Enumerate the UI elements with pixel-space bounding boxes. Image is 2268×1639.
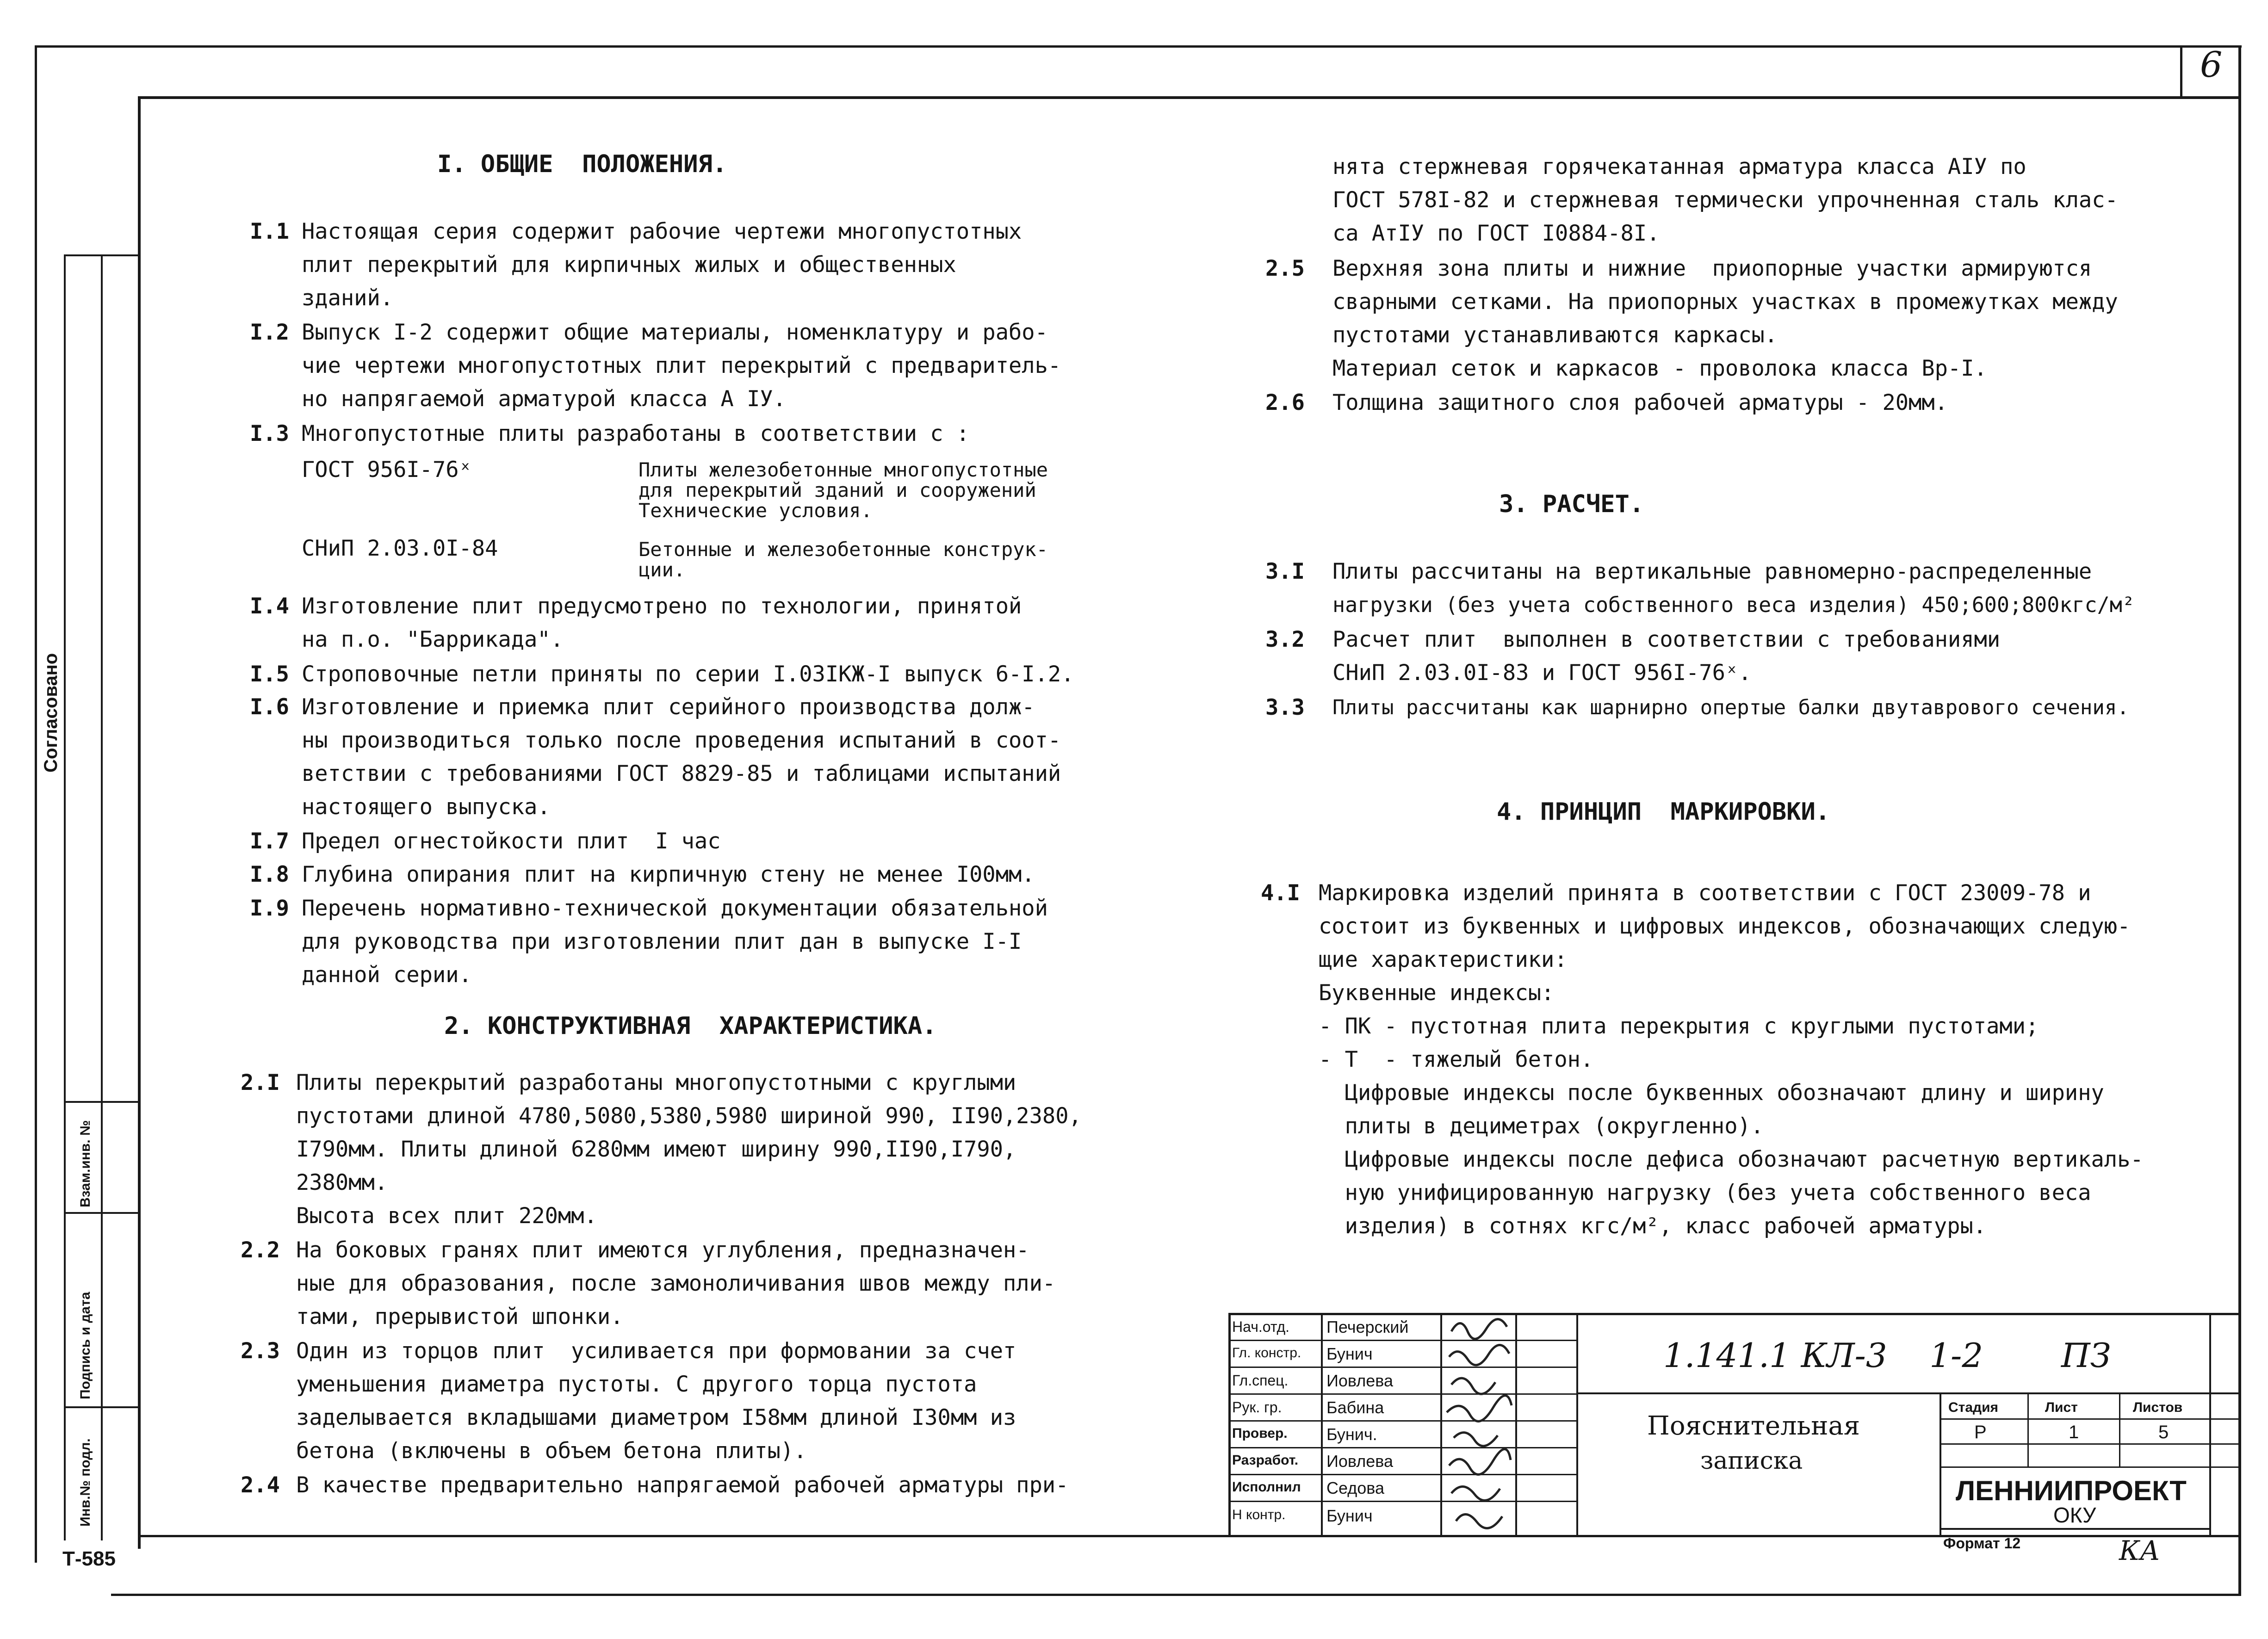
item-4-1-line-5: - ПК - пустотная плита перекрытия с круглыми пустотами; bbox=[1319, 1014, 2039, 1039]
tb-name-6: Иовлева bbox=[1326, 1452, 1393, 1471]
ref-1-desc-2: для перекрытий зданий и сооружений bbox=[638, 479, 1036, 501]
item-2-3-line-1: Один из торцов плит усиливается при формовании за счет bbox=[296, 1338, 1016, 1364]
bottom-right-mark: КА bbox=[2119, 1535, 2160, 1566]
tb-role-6: Разработ. bbox=[1232, 1453, 1299, 1468]
item-1-1-line-3: зданий. bbox=[302, 285, 394, 311]
item-1-2-line-3: но напрягаемой арматурой класса А IУ. bbox=[302, 386, 786, 412]
tb-stage-col-2 bbox=[2119, 1392, 2120, 1466]
outer-frame-top bbox=[35, 45, 2242, 48]
tb-name-4: Бабина bbox=[1326, 1398, 1384, 1417]
side-stamp-top bbox=[64, 254, 140, 256]
tb-role-5: Провер. bbox=[1232, 1426, 1288, 1441]
item-1-6-line-1: Изготовление и приемка плит серийного производства долж- bbox=[302, 694, 1035, 720]
item-3-3-number: 3.3 bbox=[1265, 695, 1305, 720]
tb-name-7: Седова bbox=[1326, 1478, 1384, 1497]
item-1-2-line-1: Выпуск I-2 содержит общие материалы, номенклатуру и рабо- bbox=[302, 320, 1048, 345]
section3-title: 3. РАСЧЕТ. bbox=[1499, 490, 1644, 518]
item-2-4-number: 2.4 bbox=[241, 1472, 280, 1498]
item-1-6-line-4: настоящего выпуска. bbox=[302, 794, 551, 820]
item-3-1-line-2: нагрузки (без учета собственного веса изделия) 450;600;800кгс/м² bbox=[1332, 593, 2135, 617]
side-stamp-sep-1 bbox=[64, 1101, 140, 1103]
signatures-image bbox=[1442, 1313, 1516, 1535]
sheet-value: 1 bbox=[2069, 1422, 2079, 1442]
tb-role-2: Гл. констр. bbox=[1232, 1345, 1301, 1361]
tb-role-1: Нач.отд. bbox=[1232, 1318, 1290, 1335]
item-4-1-line-2: состоит из буквенных и цифровых индексов, обозначающих следую- bbox=[1319, 914, 2131, 939]
agreed-label: Согласовано bbox=[41, 653, 61, 773]
inner-frame-bottom bbox=[138, 1535, 2238, 1537]
item-1-4-line-1: Изготовление плит предусмотрено по технологии, принятой bbox=[302, 594, 1022, 619]
tb-row-3 bbox=[1228, 1393, 1576, 1395]
tb-row-1 bbox=[1228, 1340, 1576, 1341]
tb-row-2 bbox=[1228, 1367, 1576, 1368]
tb-title-divider bbox=[1940, 1392, 1941, 1535]
tb-name-5: Бунич. bbox=[1326, 1425, 1377, 1444]
ref-1-desc-3: Технические условия. bbox=[638, 499, 873, 522]
item-1-9-line-2: для руководства при изготовлении плит дан в выпуске I-I bbox=[302, 929, 1022, 954]
item-1-6-line-2: ны производиться только после проведения испытаний в соот- bbox=[302, 728, 1061, 753]
item-1-8-number: I.8 bbox=[250, 862, 289, 887]
tb-col-date bbox=[1576, 1313, 1578, 1535]
sheets-value: 5 bbox=[2158, 1422, 2169, 1442]
item-4-1-line-9: Цифровые индексы после дефиса обозначают расчетную вертикаль- bbox=[1319, 1147, 2144, 1172]
tb-stage-row-3 bbox=[1940, 1466, 2238, 1468]
item-1-1-line-2: плит перекрытий для кирпичных жилых и общественных bbox=[302, 252, 956, 278]
ref-2-code: СНиП 2.03.0I-84 bbox=[302, 536, 498, 561]
item-2-5-number: 2.5 bbox=[1265, 256, 1305, 281]
stage-value: Р bbox=[1974, 1422, 1987, 1442]
item-1-2-number: I.2 bbox=[250, 320, 289, 345]
item-1-6-line-3: ветствии с требованиями ГОСТ 8829-85 и таблицами испытаний bbox=[302, 761, 1061, 786]
side-stamp-line-b bbox=[101, 254, 103, 1540]
tb-name-3: Иовлева bbox=[1326, 1371, 1393, 1390]
doc-title-line-2: записка bbox=[1700, 1447, 1803, 1475]
tb-role-8: Н контр. bbox=[1232, 1507, 1286, 1522]
corner-sheet-number: 6 bbox=[2200, 44, 2223, 85]
item-1-5-number: I.5 bbox=[250, 662, 289, 687]
item-1-9-line-3: данной серии. bbox=[302, 962, 472, 988]
item-1-8-line-1: Глубина опирания плит на кирпичную стену не менее I00мм. bbox=[302, 862, 1035, 887]
item-2-5-line-2: сварными сетками. На приопорных участках в промежутках между bbox=[1332, 289, 2118, 315]
sheet-label: Лист bbox=[2045, 1400, 2078, 1415]
item-2-3-line-2: уменьшения диаметра пустоты. С другого торца пустота bbox=[296, 1372, 977, 1397]
tb-role-4: Рук. гр. bbox=[1232, 1399, 1282, 1416]
item-2-4-cont-2: ГОСТ 578I-82 и стержневая термически упрочненная сталь клас- bbox=[1332, 187, 2118, 213]
document-type: ПЗ bbox=[2061, 1336, 2111, 1375]
tb-role-3: Гл.спец. bbox=[1232, 1372, 1289, 1389]
sheets-label: Листов bbox=[2133, 1400, 2183, 1415]
item-4-1-line-8: плиты в дециметрах (округленно). bbox=[1319, 1113, 1764, 1139]
item-1-7-number: I.7 bbox=[250, 829, 289, 854]
title-block bbox=[1228, 1313, 2238, 1535]
item-2-6-line-1: Толщина защитного слоя рабочей арматуры - 20мм. bbox=[1332, 390, 1948, 415]
corner-box-left bbox=[2180, 45, 2182, 98]
item-1-1-line-1: Настоящая серия содержит рабочие чертежи многопустотных bbox=[302, 219, 1022, 244]
ref-1-desc-1: Плиты железобетонные многопустотные bbox=[638, 458, 1048, 481]
format-label: Формат 12 bbox=[1943, 1535, 2021, 1552]
item-4-1-number: 4.I bbox=[1261, 880, 1300, 906]
document-code: 1.141.1 КЛ-3 1-2 bbox=[1663, 1336, 1983, 1375]
tb-name-8: Бунич bbox=[1326, 1506, 1373, 1525]
item-2-1-number: 2.I bbox=[241, 1070, 280, 1095]
item-2-5-line-3: пустотами устанавливаются каркасы. bbox=[1332, 322, 1778, 348]
tb-name-2: Бунич bbox=[1326, 1344, 1373, 1363]
item-2-2-line-1: На боковых гранях плит имеются углубления, предназначен- bbox=[296, 1237, 1029, 1263]
tb-row-5 bbox=[1228, 1447, 1576, 1448]
item-2-2-line-3: тами, прерывистой шпонки. bbox=[296, 1304, 624, 1330]
item-4-1-line-10: ную унифицированную нагрузку (без учета собственного веса bbox=[1319, 1180, 2091, 1206]
tb-row-7 bbox=[1228, 1501, 1576, 1502]
item-4-1-line-11: изделия) в сотнях кгс/м², класс рабочей арматуры. bbox=[1319, 1213, 1987, 1239]
tb-row-6 bbox=[1228, 1474, 1576, 1475]
item-4-1-line-3: щие характеристики: bbox=[1319, 947, 1568, 972]
tb-code-divider bbox=[1576, 1392, 2238, 1394]
item-3-2-line-2: СНиП 2.03.0I-83 и ГОСТ 956I-76ˣ. bbox=[1332, 660, 1752, 686]
inner-frame-left bbox=[138, 96, 141, 1549]
side-stamp-sep-2 bbox=[64, 1212, 140, 1214]
tb-stage-row-1 bbox=[1940, 1418, 2238, 1420]
department-name: ОКУ bbox=[2053, 1503, 2096, 1527]
item-4-1-line-7: Цифровые индексы после буквенных обозначают длину и ширину bbox=[1319, 1080, 2104, 1106]
item-2-1-line-2: пустотами длиной 4780,5080,5380,5980 шириной 990, II90,2380, bbox=[296, 1103, 1082, 1129]
item-3-3-line-1: Плиты рассчитаны как шарнирно опертые балки двутаврового сечения. bbox=[1332, 696, 2129, 719]
item-2-6-number: 2.6 bbox=[1265, 390, 1305, 415]
item-3-1-number: 3.I bbox=[1265, 559, 1305, 584]
item-2-3-number: 2.3 bbox=[241, 1338, 280, 1364]
item-3-2-line-1: Расчет плит выполнен в соответствии с требованиями bbox=[1332, 627, 2001, 652]
outer-frame-right bbox=[2238, 45, 2241, 1595]
ref-2-desc-1: Бетонные и железобетонные конструк- bbox=[638, 538, 1048, 561]
item-2-3-line-4: бетона (включены в объем бетона плиты). bbox=[296, 1438, 807, 1464]
item-2-4-cont-1: нята стержневая горячекатанная арматура класса АIУ по bbox=[1332, 154, 2026, 179]
outer-frame-left bbox=[35, 45, 37, 1563]
item-1-3-number: I.3 bbox=[250, 421, 289, 446]
doc-title-line-1: Пояснительная bbox=[1647, 1411, 1860, 1441]
item-2-1-line-3: I790мм. Плиты длиной 6280мм имеют ширину 990,II90,I790, bbox=[296, 1137, 1016, 1162]
item-3-1-line-1: Плиты рассчитаны на вертикальные равномерно-распределенные bbox=[1332, 559, 2092, 584]
item-2-1-line-1: Плиты перекрытий разработаны многопустотными с круглыми bbox=[296, 1070, 1016, 1095]
item-1-9-line-1: Перечень нормативно-технической документации обязательной bbox=[302, 896, 1048, 921]
tb-top bbox=[1228, 1313, 2238, 1315]
item-2-5-line-4: Материал сеток и каркасов - проволока класса Вр-I. bbox=[1332, 356, 1987, 381]
item-2-2-number: 2.2 bbox=[241, 1237, 280, 1263]
item-2-1-line-4: 2380мм. bbox=[296, 1170, 388, 1195]
ref-1-code: ГОСТ 956I-76ˣ bbox=[302, 457, 472, 482]
stage-label: Стадия bbox=[1948, 1400, 1999, 1415]
item-4-1-line-1: Маркировка изделий принята в соответствии с ГОСТ 23009-78 и bbox=[1319, 880, 2091, 906]
ref-2-desc-2: ции. bbox=[638, 558, 686, 581]
sign-date-label: Подпись и дата bbox=[78, 1292, 93, 1399]
item-2-4-cont-3: са АтIУ по ГОСТ I0884-8I. bbox=[1332, 221, 1660, 246]
section1-title: I. ОБЩИЕ ПОЛОЖЕНИЯ. bbox=[437, 150, 727, 178]
item-3-2-number: 3.2 bbox=[1265, 627, 1305, 652]
item-1-4-line-2: на п.о. "Баррикада". bbox=[302, 627, 564, 652]
item-2-3-line-3: заделывается вкладышами диаметром I58мм длиной I30мм из bbox=[296, 1405, 1016, 1430]
side-stamp-line-a bbox=[64, 254, 66, 1540]
item-4-1-line-4: Буквенные индексы: bbox=[1319, 980, 1555, 1006]
item-1-5-line-1: Строповочные петли приняты по серии I.03IКЖ-I выпуск 6-I.2. bbox=[302, 662, 1074, 687]
tb-name-1: Печерский bbox=[1326, 1317, 1409, 1336]
item-4-1-line-6: - Т - тяжелый бетон. bbox=[1319, 1047, 1594, 1072]
section4-title: 4. ПРИНЦИП МАРКИРОВКИ. bbox=[1497, 798, 1830, 826]
item-1-7-line-1: Предел огнестойкости плит I час bbox=[302, 829, 721, 854]
tb-role-7: Исполнил bbox=[1232, 1479, 1301, 1495]
item-1-2-line-2: чие чертежи многопустотных плит перекрытий с предваритель- bbox=[302, 353, 1061, 378]
item-1-9-number: I.9 bbox=[250, 896, 289, 921]
outer-frame-bottom bbox=[111, 1594, 2241, 1596]
tb-right bbox=[2209, 1313, 2211, 1535]
organization-name: ЛЕННИИПРОЕКТ bbox=[1956, 1475, 2187, 1506]
item-1-6-number: I.6 bbox=[250, 694, 289, 720]
tb-bottom bbox=[1940, 1528, 2211, 1530]
item-2-5-line-1: Верхняя зона плиты и нижние приопорные участки армируются bbox=[1332, 256, 2092, 281]
section2-title: 2. КОНСТРУКТИВНАЯ ХАРАКТЕРИСТИКА. bbox=[444, 1012, 937, 1040]
bottom-left-code: Т-585 bbox=[62, 1547, 116, 1570]
inv-replace-label: Взам.инв. № bbox=[78, 1120, 93, 1207]
item-1-1-number: I.1 bbox=[250, 219, 289, 244]
item-2-2-line-2: ные для образования, после замоноличивания швов между пли- bbox=[296, 1271, 1056, 1296]
tb-row-4 bbox=[1228, 1420, 1576, 1422]
inv-orig-label: Инв.№ подл. bbox=[78, 1438, 93, 1527]
item-1-4-number: I.4 bbox=[250, 594, 289, 619]
item-2-4-line-1: В качестве предварительно напрягаемой рабочей арматуры при- bbox=[296, 1472, 1069, 1498]
inner-frame-top bbox=[138, 96, 2238, 99]
item-2-1-line-5: Высота всех плит 220мм. bbox=[296, 1203, 597, 1229]
tb-stage-col-1 bbox=[2027, 1392, 2029, 1466]
tb-stage-row-2 bbox=[1940, 1443, 2238, 1445]
side-stamp-sep-3 bbox=[64, 1406, 140, 1408]
item-1-3-line-1: Многопустотные плиты разработаны в соответствии с : bbox=[302, 421, 970, 446]
